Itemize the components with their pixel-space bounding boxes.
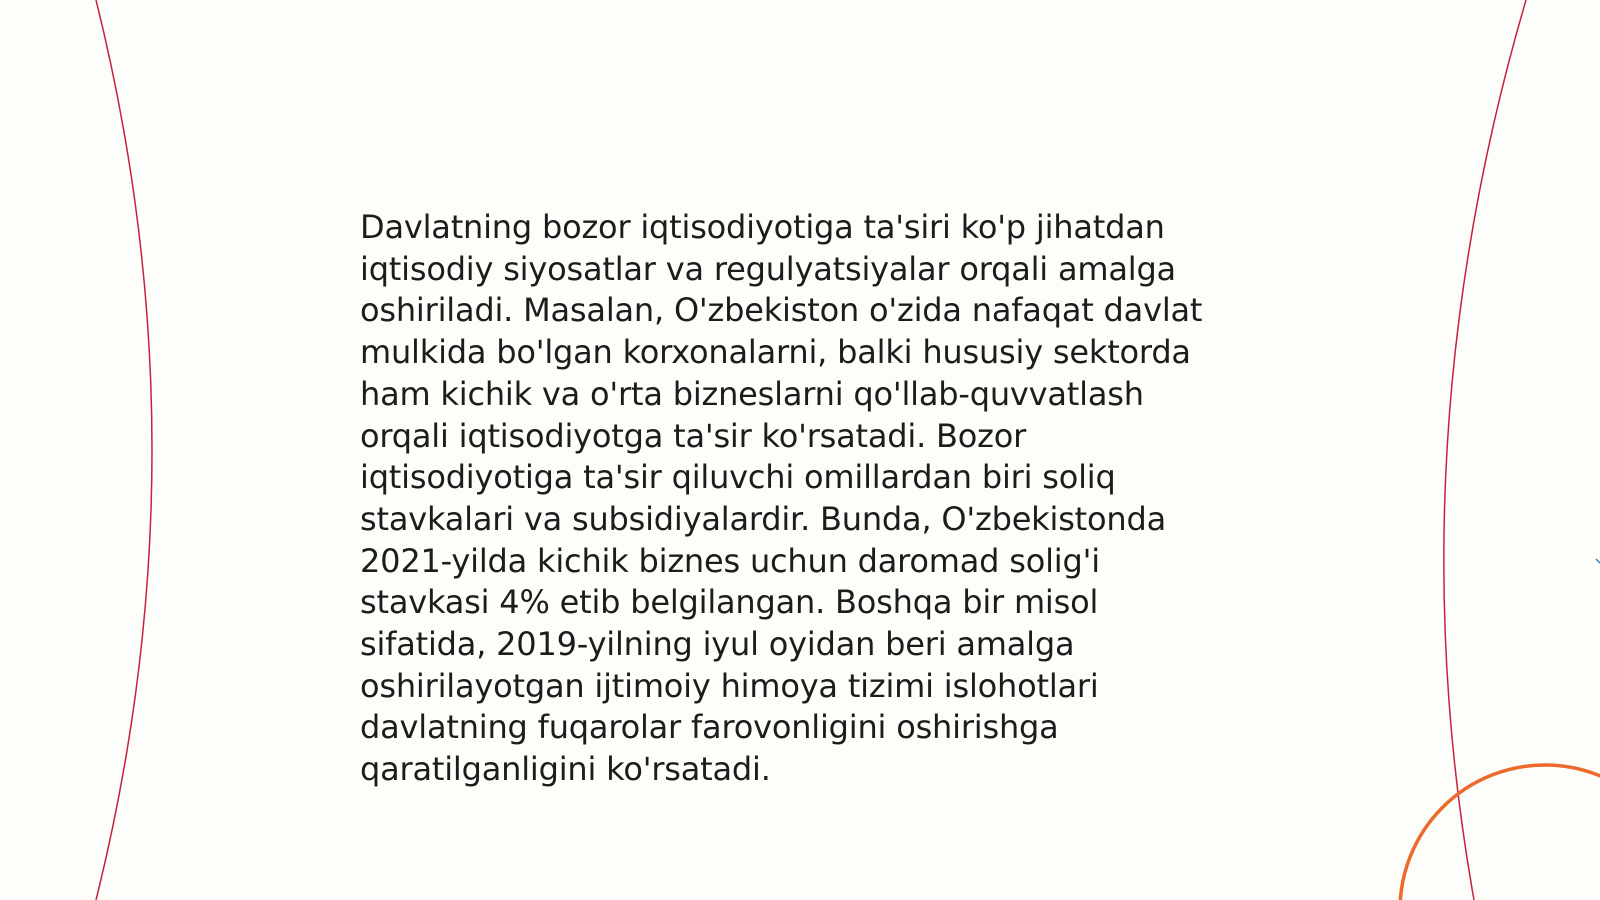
left-curve-line — [96, 0, 152, 900]
paragraph-line: stavkasi 4% etib belgilangan. Boshqa bir misol — [360, 583, 1099, 622]
paragraph-line: 2021-yilda kichik biznes uchun daromad solig'i — [360, 541, 1100, 580]
paragraph-line: Davlatning bozor iqtisodiyotiga ta'siri ko'p jihatdan — [360, 208, 1165, 246]
paragraph-line: oshiriladi. Masalan, O'zbekiston o'zida nafaqat davlat — [360, 291, 1203, 330]
paragraph-line: iqtisodiyotiga ta'sir qiluvchi omillardan biri soliq — [360, 458, 1116, 497]
body-paragraph — [360, 207, 1240, 791]
paragraph-line: iqtisodiy siyosatlar va regulyatsiyalar orqali amalga — [360, 249, 1176, 288]
paragraph-line: sifatida, 2019-yilning iyul oyidan beri amalga — [360, 625, 1075, 664]
paragraph-line: orqali iqtisodiyotga ta'sir ko'rsatadi. Bozor — [360, 416, 1027, 455]
side-mark — [1596, 559, 1600, 563]
paragraph-line: davlatning fuqarolar farovonligini oshirishga — [360, 708, 1059, 747]
corner-arc — [1400, 765, 1600, 900]
paragraph-line: oshirilayotgan ijtimoiy himoya tizimi islohotlari — [360, 666, 1099, 705]
paragraph-line: mulkida bo'lgan korxonalarni, balki hususiy sektorda — [360, 333, 1191, 372]
paragraph-line: stavkalari va subsidiyalardir. Bunda, O'zbekistonda — [360, 499, 1167, 538]
paragraph-line: ham kichik va o'rta bizneslarni qo'llab-quvvatlash — [360, 374, 1144, 413]
right-curve-line — [1444, 0, 1526, 900]
paragraph-line: qaratilganligini ko'rsatadi. — [360, 750, 771, 789]
